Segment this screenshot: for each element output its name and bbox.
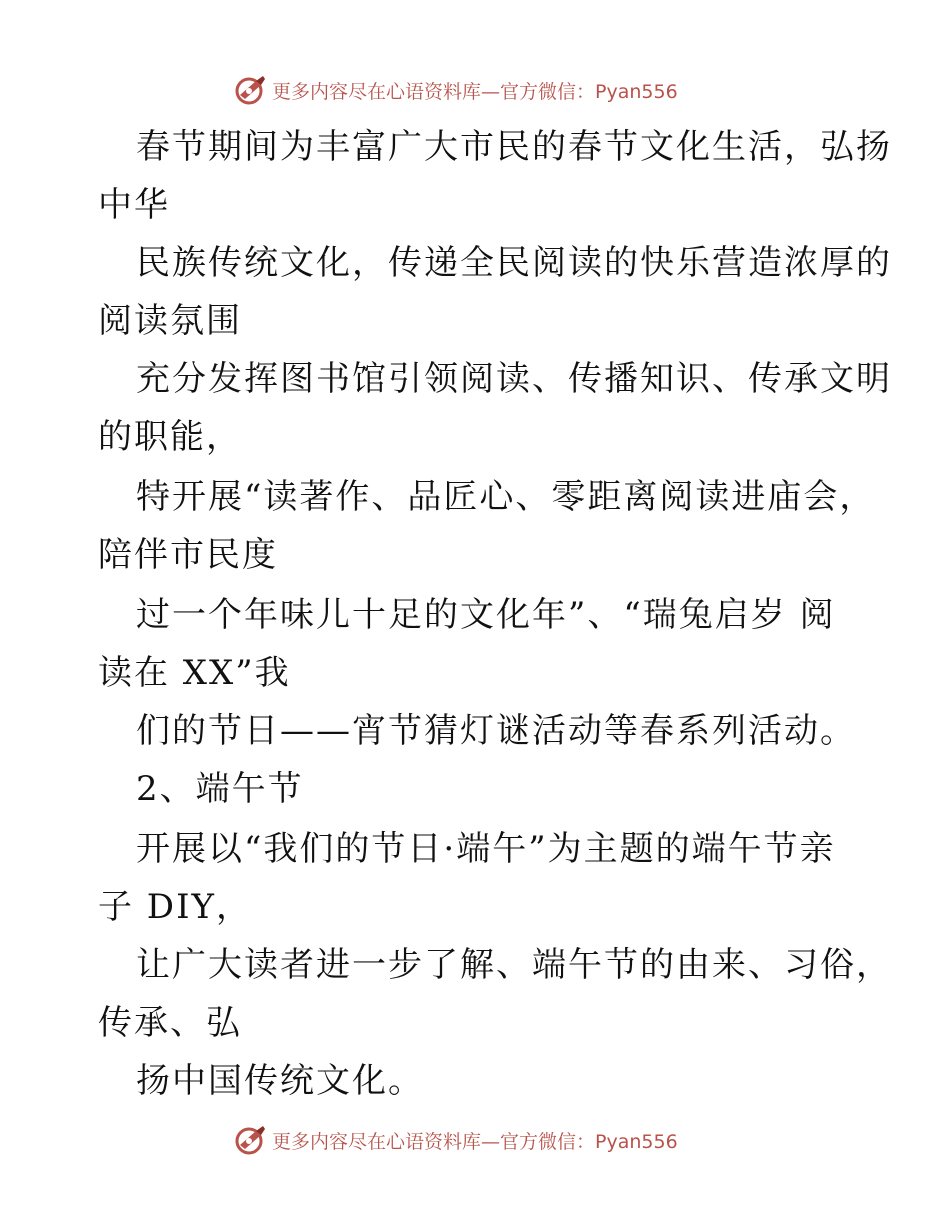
text-line: 扬中国传统文化。 (136, 1061, 424, 1101)
wechat-handle: Pyan556 (595, 1130, 678, 1153)
text-line: 阅读氛围 (98, 301, 242, 341)
wechat-handle: Pyan556 (595, 80, 678, 103)
text-line: 子 DIY， (98, 887, 252, 927)
section-heading: 2、端午节 (136, 769, 304, 809)
text-line: 充分发挥图书馆引领阅读、传播知识、传承文明 (136, 359, 892, 399)
banner-text: 更多内容尽在心语资料库—官方微信：Pyan556 (272, 80, 678, 103)
text-line: 的职能， (98, 417, 242, 457)
footer-watermark-banner (0, 1120, 950, 1160)
header-watermark-banner (0, 70, 950, 110)
text-line: 特开展“读著作、品匠心、零距离阅读进庙会， (136, 477, 876, 517)
text-line: 读在 XX”我 (98, 653, 291, 693)
text-line: 民族传统文化，传递全民阅读的快乐营造浓厚的 (136, 243, 892, 283)
text-line: 开展以“我们的节日·端午”为主题的端午节亲 (136, 829, 836, 869)
text-line: 们的节日——宵节猜灯谜活动等春系列活动。 (136, 711, 856, 751)
pen-logo-icon (234, 73, 268, 107)
text-line: 春节期间为丰富广大市民的春节文化生活，弘扬 (136, 127, 892, 167)
text-line: 陪伴市民度 (98, 535, 278, 575)
text-line: 中华 (98, 185, 170, 225)
text-line: 过一个年味儿十足的文化年”、“瑞兔启岁 阅 (136, 595, 836, 635)
banner-text: 更多内容尽在心语资料库—官方微信：Pyan556 (272, 1130, 678, 1153)
text-line: 传承、弘 (98, 1003, 242, 1043)
pen-logo-icon (234, 1123, 268, 1157)
text-line: 让广大读者进一步了解、端午节的由来、习俗， (136, 945, 892, 985)
